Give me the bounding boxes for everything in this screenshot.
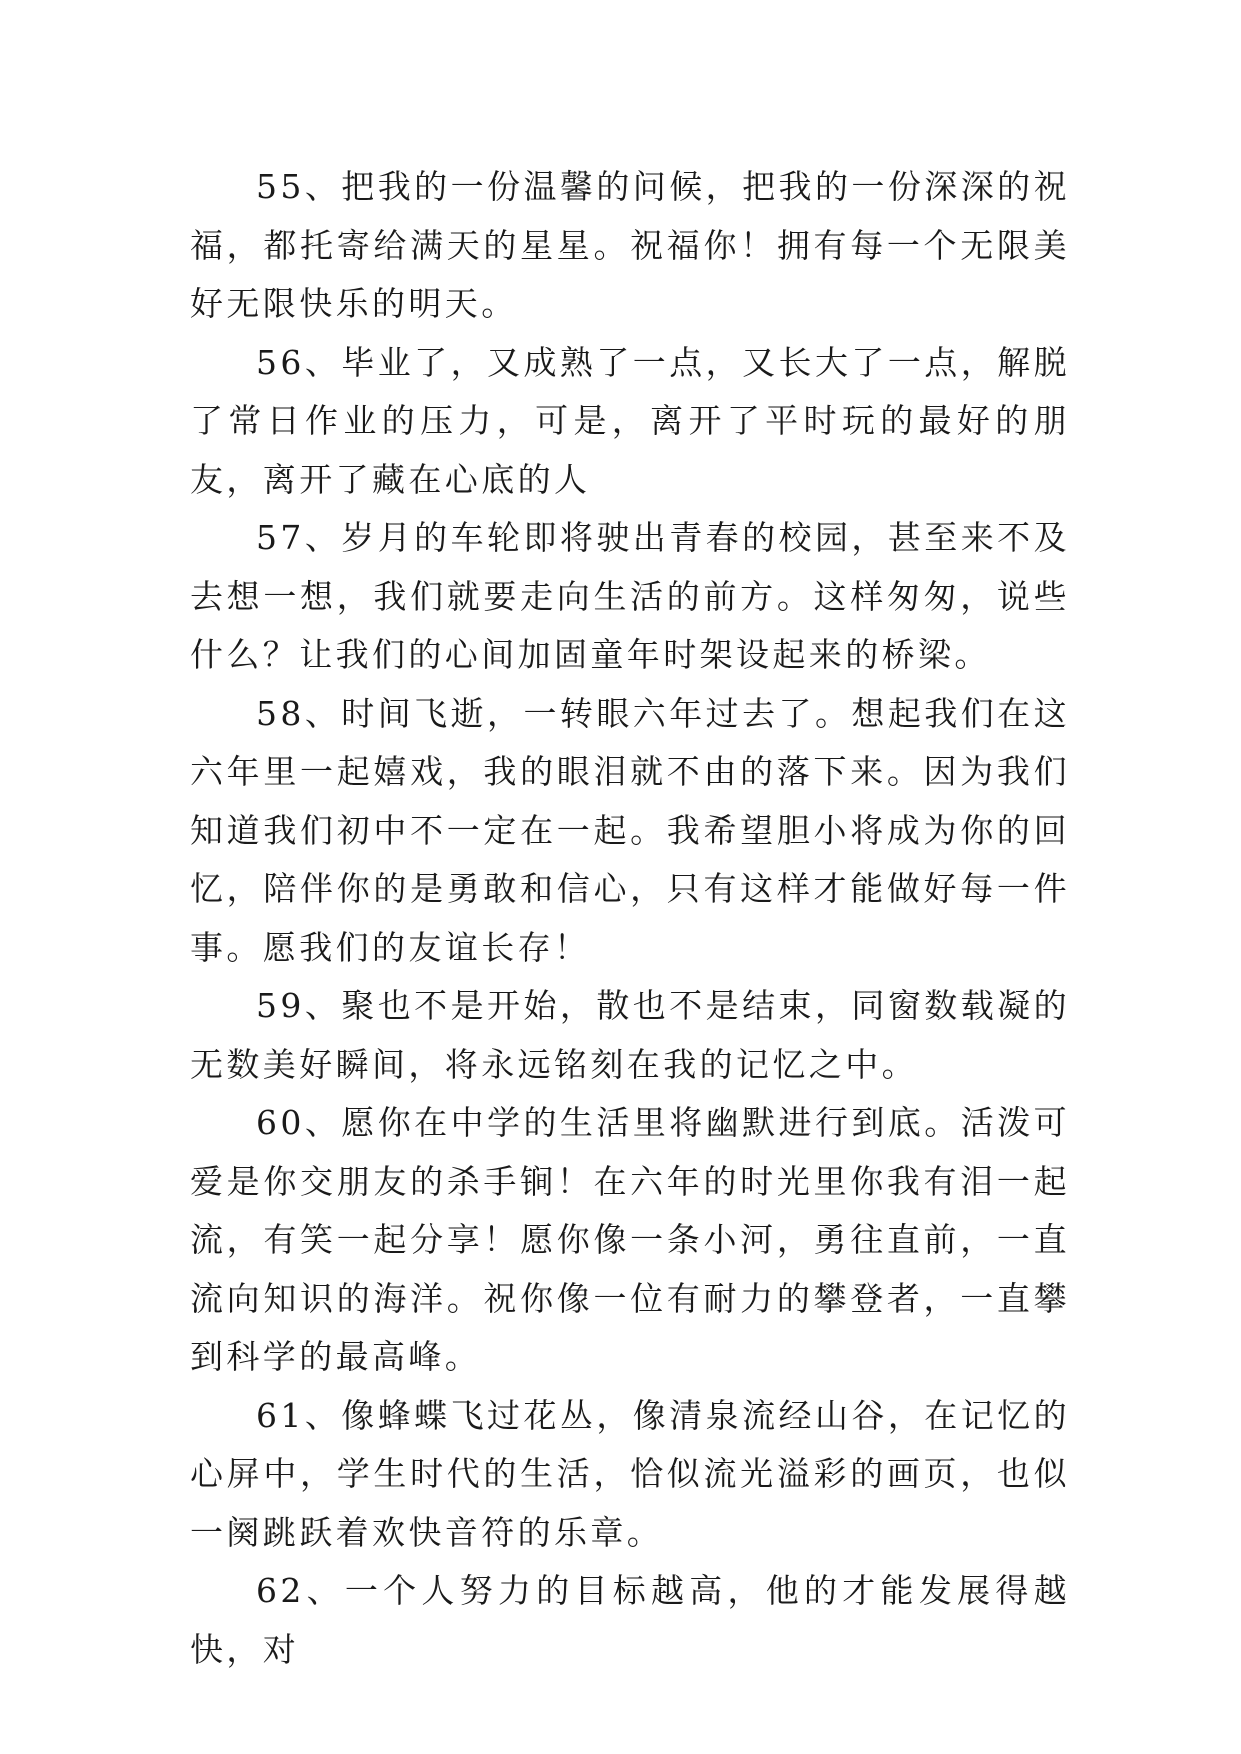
paragraph-62: 62、一个人努力的目标越高，他的才能发展得越快，对 — [190, 1571, 1070, 1669]
document-body — [190, 158, 1070, 1679]
paragraph-61: 61、像蜂蝶飞过花丛，像清泉流经山谷，在记忆的心屏中，学生时代的生活，恰似流光溢彩的画页，也似一阕跳跃着欢快音符的乐章。 — [190, 1395, 1070, 1552]
paragraph-60: 60、愿你在中学的生活里将幽默进行到底。活泼可爱是你交朋友的杀手锏！在六年的时光里你我有泪一起流，有笑一起分享！愿你像一条小河，勇往直前，一直流向知识的海洋。祝你像一位有耐力的攀登者，一直攀到科学的最高峰。 — [190, 1103, 1070, 1376]
paragraph-56: 56、毕业了，又成熟了一点，又长大了一点，解脱了常日作业的压力，可是，离开了平时玩的最好的朋友，离开了藏在心底的人 — [190, 342, 1070, 499]
paragraph-59: 59、聚也不是开始，散也不是结束，同窗数载凝的无数美好瞬间，将永远铭刻在我的记忆之中。 — [190, 986, 1070, 1084]
paragraph-55: 55、把我的一份温馨的问候，把我的一份深深的祝福，都托寄给满天的星星。祝福你！拥有每一个无限美好无限快乐的明天。 — [190, 167, 1070, 323]
paragraph-58: 58、时间飞逝，一转眼六年过去了。想起我们在这六年里一起嬉戏，我的眼泪就不由的落下来。因为我们知道我们初中不一定在一起。我希望胆小将成为你的回忆，陪伴你的是勇敢和信心，只有这样才能做好每一件事。愿我们的友谊长存！ — [190, 693, 1070, 967]
paragraph-57: 57、岁月的车轮即将驶出青春的校园，甚至来不及去想一想，我们就要走向生活的前方。这样匆匆，说些什么？让我们的心间加固童年时架设起来的桥梁。 — [190, 518, 1070, 674]
